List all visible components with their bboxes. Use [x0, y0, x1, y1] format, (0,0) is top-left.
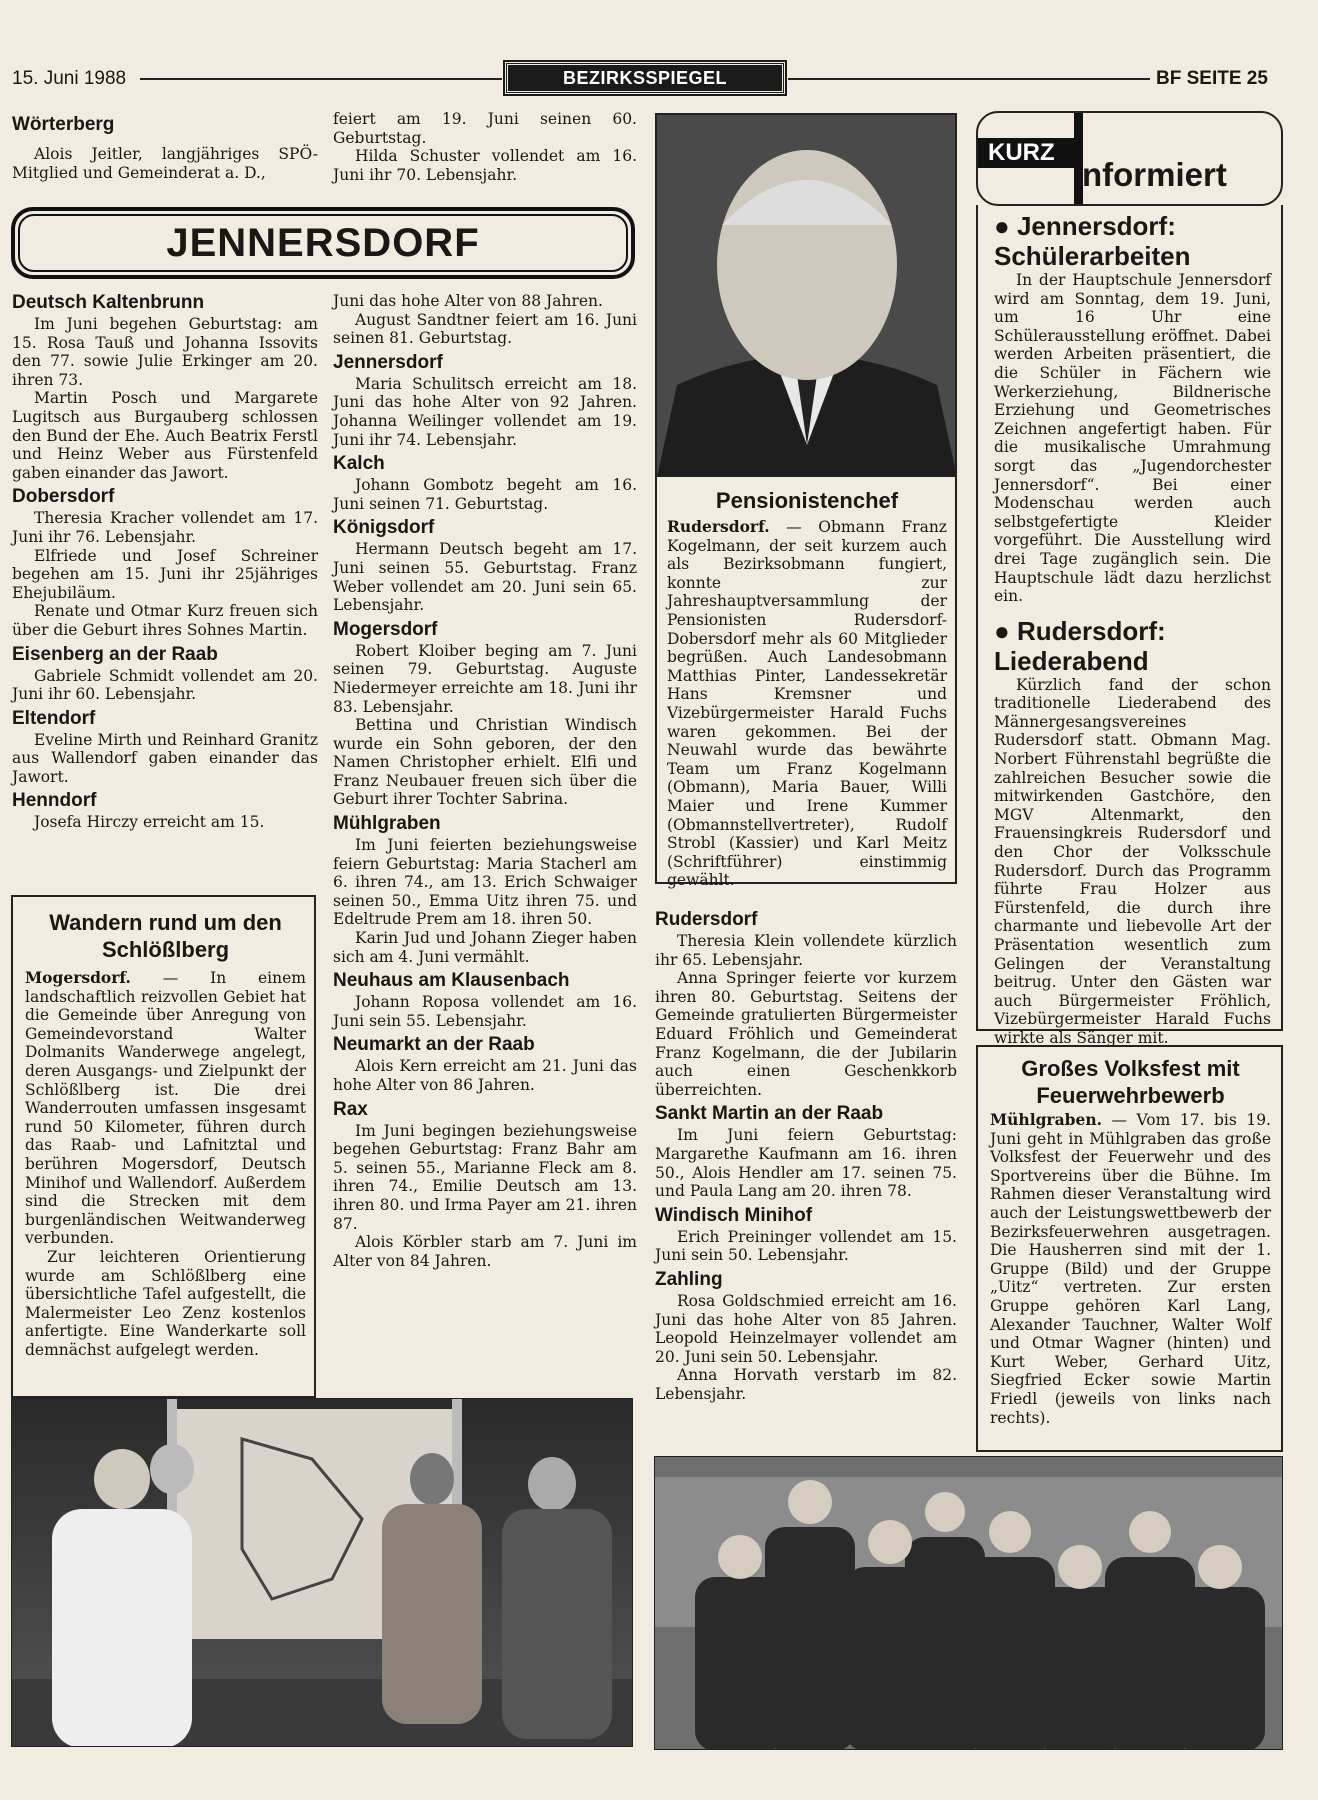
- article-text: Johann Gombotz begeht am 16. Juni seinen 71. Geburtstag.: [333, 476, 637, 513]
- article-heading: Neumarkt an der Raab: [333, 1034, 535, 1056]
- article-text: Alois Körbler starb am 7. Juni im Alter von 84 Jahren.: [333, 1233, 637, 1270]
- woerterberg-article: [12, 110, 318, 182]
- pensionistenchef-article: [655, 113, 957, 890]
- article-heading: Sankt Martin an der Raab: [655, 1103, 884, 1125]
- banner-title: JENNERSDORF: [18, 214, 628, 272]
- article-text: Alois Jeitler, langjähriges SPÖ-Mitglied und Gemeinderat a. D.,: [12, 145, 318, 182]
- article-heading: Kalch: [333, 453, 385, 475]
- article-heading: Mühlgraben: [333, 813, 441, 835]
- article-text: Theresia Kracher vollendet am 17. Juni ihr 76. Lebensjahr.: [12, 509, 318, 546]
- column-2: [333, 292, 637, 1270]
- article-text: Theresia Klein vollendete kürzlich ihr 65. Lebensjahr.: [655, 932, 957, 969]
- article-text: Rosa Goldschmied erreicht am 16. Juni das hohe Alter von 85 Jahren. Leopold Heinzelmayer vollendet am 20. Juni sein 50. Lebensjahr.: [655, 1291, 957, 1366]
- article-text: Bettina und Christian Windisch wurde ein Sohn geboren, der den Namen Christopher erhielt. Elfi und Franz Neubauer freuen sich über die Geburt ihrer Tochter Sabrina.: [333, 716, 637, 809]
- article-text: Zur leichteren Orientierung wurde am Schlößlberg eine übersichtliche Tafel aufgestellt, die Malermeister Leo Zenz kostenlos anfertigte. Eine Wanderkarte soll demnächst aufgelegt werden.: [25, 1247, 306, 1359]
- article-heading: Mogersdorf: [333, 618, 438, 640]
- article-heading: Jennersdorf: [333, 351, 443, 373]
- article-text: Karin Jud und Johann Zieger haben sich am 4. Juni vermählt.: [333, 929, 637, 966]
- issue-date: 15. Juni 1988: [12, 68, 127, 89]
- volksfest-article: [976, 1045, 1283, 1452]
- wandern-article: [11, 895, 316, 1398]
- article-text: Kürzlich fand der schon traditionelle Liederabend des Männergesangsvereines Rudersdorf statt. Obmann Mag. Norbert Führenstahl begrüßte die zahlreichen Besucher sowie die mitwirkenden Gastchöre, den MGV Altenmarkt, den Frauensingkreis Rudersdorf und den Chor der Volksschule Rudersdorf. Durch das Programm führte Frau Holzer aus Fürstenfeld, die durch ihre charmante und liebevolle Art der Präsentation wesentlich zum Gelingen der Veranstaltung beitrug. Unter den Gästen war auch Bürgermeister Fröhlich, Vizebürgermeister Harald Fuchs wirkte als Sänger mit.: [994, 675, 1271, 1047]
- article-text: Renate und Otmar Kurz freuen sich über die Geburt ihres Sohnes Martin.: [12, 602, 318, 639]
- kurz-item-heading: [994, 616, 1271, 676]
- article-heading: Deutsch Kaltenbrunn: [12, 292, 205, 313]
- bullet-icon: ●: [994, 615, 1017, 646]
- article-heading: Henndorf: [12, 790, 97, 812]
- article-text: Hermann Deutsch begeht am 17. Juni seinen 55. Geburtstag. Franz Weber vollendet am 20. Juni sein 65. Lebensjahr.: [333, 540, 637, 615]
- article-text: Anna Springer feierte vor kurzem ihren 80. Geburtstag. Seitens der Gemeinde gratulierten Bürgermeister Eduard Fröhlich und Gemeinderat Franz Kogelmann, die der Jubilarin auch einen Geschenkkorb überreichten.: [655, 969, 957, 1099]
- article-text: August Sandtner feiert am 16. Juni seinen 81. Geburtstag.: [333, 310, 637, 348]
- kurz-informiert-header: [976, 111, 1283, 206]
- article-title: Pensionistenchef: [715, 488, 899, 513]
- article-heading: Rudersdorf: [655, 909, 758, 930]
- portrait-photo: [657, 115, 955, 477]
- article-text: Im Juni feiern Geburtstag: Margarethe Kaufmann am 16. ihren 50., Alois Hendler am 17. seinen 75. und Paula Lang am 20. ihren 78.: [655, 1126, 957, 1201]
- column-2-sections: [333, 351, 637, 1271]
- article-text: In der Hauptschule Jennersdorf wird am Sonntag, dem 19. Juni, um 16 Uhr eine Schülerausstellung eröffnet. Dabei werden Arbeiten präsentiert, die die Schüler in Fächern wie Werkerziehung, Bildnerische Erziehung und Geometrisches Zeichnen angefertigt haben. Für die musikalische Umrahmung sorgt das „Jugendorchester Jennersdorf“. Bei einer Modenschau werden auch selbstgefertigte Kleider vorgeführt. Die Ausstellung wird drei Tage zugänglich sein. Die Hauptschule lädt dazu herzlichst ein.: [994, 271, 1271, 606]
- article-text: Eveline Mirth und Reinhard Granitz aus Wallendorf gaben einander das Jawort.: [12, 730, 318, 786]
- article-title: Großes Volksfest mit Feuerwehrbewerb: [1021, 1056, 1240, 1108]
- fire-brigade-photo: [654, 1456, 1283, 1750]
- article-text: Juni das hohe Alter von 88 Jahren.: [333, 292, 603, 310]
- article-text: Josefa Hirczy erreicht am 15.: [34, 813, 265, 832]
- column-1: [12, 288, 318, 832]
- article-heading: Neuhaus am Klausenbach: [333, 970, 570, 992]
- article-text: Erich Preininger vollendet am 15. Juni sein 50. Lebensjahr.: [655, 1227, 957, 1265]
- article-heading: Windisch Minihof: [655, 1204, 813, 1226]
- article-text: Gabriele Schmidt vollendet am 20. Juni ihr 60. Lebensjahr.: [12, 666, 318, 704]
- article-title: Wandern rund um den Schlößlberg: [49, 910, 282, 962]
- article-heading: Rax: [333, 1098, 368, 1120]
- header-rule-left: [140, 78, 502, 80]
- article-text: [667, 518, 947, 890]
- article-text: Alois Kern erreicht am 21. Juni das hohe Alter von 86 Jahren.: [333, 1057, 637, 1094]
- article-text: Im Juni begingen beziehungsweise begehen Geburtstag: Franz Bahr am 5. seinen 55., Marianne Fleck am 8. ihren 74., Emilie Deutsch am 13. ihren 80. und Irma Payer am 21. ihren 87.: [333, 1121, 637, 1233]
- article-text: Im Juni begehen Geburtstag: am 15. Rosa Tauß und Johanna Issovits den 77. sowie Julie Erkinger am 20. ihren 73.: [12, 315, 318, 389]
- article-body: — Vom 17. bis 19. Juni geht in Mühlgraben das große Volksfest der Feuerwehr und des Sportvereins über die Bühne. Im Rahmen dieser Veranstaltung wird auch der Leistungswettbewerb der Bezirksfeuerwehren ausgetragen. Die Hausherren sind mit der 1. Gruppe (Bild) und der Gruppe „Uitz“ vertreten. Zur ersten Gruppe gehören Karl Lang, Alexander Tauchner, Walter Wolf und Otmar Wagner (hinten) und Kurt Weber, Gerhard Uitz, Siegfried Ecker sowie Martin Friedl (jeweils von links nach rechts).: [990, 1111, 1271, 1427]
- article-text: Hilda Schuster vollendet am 16. Juni ihr 70. Lebensjahr.: [333, 147, 637, 184]
- article-text: Elfriede und Josef Schreiner begehen am 15. Juni ihr 25jähriges Ehejubiläum.: [12, 546, 318, 602]
- article-text: [25, 969, 306, 1248]
- article-text: Johann Roposa vollendet am 16. Juni sein 55. Lebensjahr.: [333, 993, 637, 1030]
- article-heading: Königsdorf: [333, 517, 435, 539]
- informiert-label: nformiert: [1082, 156, 1227, 193]
- kurz-item-heading: [994, 211, 1271, 271]
- article-heading: Eltendorf: [12, 707, 96, 729]
- article-text: Martin Posch und Margarete Lugitsch aus Burgauberg schlossen den Bund der Ehe. Auch Beatrix Ferstl und Heinz Weber aus Fürstenfeld gaben einander das Jawort.: [12, 389, 318, 482]
- header-rule-right: [788, 78, 1150, 80]
- article-text: Anna Horvath verstarb im 82. Lebensjahr.: [655, 1366, 957, 1403]
- jennersdorf-banner: [11, 207, 635, 279]
- page-number: BF SEITE 25: [1156, 68, 1268, 89]
- article-text: Maria Schulitsch erreicht am 18. Juni das hohe Alter von 92 Jahren. Johanna Weilinger vollendet am 19. Juni ihr 74. Lebensjahr.: [333, 374, 637, 449]
- article-text: Robert Kloiber beging am 7. Juni seinen 79. Geburtstag. Auguste Niedermeyer erreichte am 18. Juni ihr 83. Lebensjahr.: [333, 641, 637, 716]
- article-heading: Dobersdorf: [12, 486, 115, 508]
- bullet-icon: ●: [994, 211, 1017, 241]
- article-heading: Zahling: [655, 1268, 723, 1290]
- woerterberg-continued: [333, 110, 637, 184]
- article-dateline: Mühlgraben.: [990, 1110, 1102, 1129]
- column-3: [655, 905, 957, 1403]
- kurz-item-title: Jennersdorf: Schülerarbeiten: [994, 211, 1191, 271]
- article-body: — Obmann Franz Kogelmann, der seit kurzem auch als Bezirksobmann fungiert, konnte zur Jahreshauptversammlung der Pensionisten Rudersdorf-Dobersdorf mehr als 60 Mitglieder begrüßen. Auch Landesobmann Matthias Pinter, Landessekretär Hans Kremsner und Vizebürgermeister Harald Fuchs waren gekommen. Bei der Neuwahl wurde das bewährte Team um Franz Kogelmann (Obmann), Maria Bauer, Willi Maier und Irene Kummer (Obmannstellvertreter), Rudolf Strobl (Kassier) und Karl Meitz (Schriftführer) einstimmig gewählt.: [667, 518, 947, 890]
- article-dateline: Mogersdorf.: [25, 968, 131, 987]
- hiking-sign-photo: [11, 1398, 633, 1747]
- kurz-label: KURZ: [978, 138, 1078, 168]
- article-text: [990, 1111, 1271, 1427]
- article-text: Im Juni feierten beziehungsweise feiern Geburtstag: Maria Stacherl am 6. ihren 74., am 13. Erich Schwaiger seinen 50., Emma Uitz ihren 75. und Edeltrude Prem am 18. ihren 50.: [333, 836, 637, 929]
- kurz-item-title: Rudersdorf: Liederabend: [994, 615, 1166, 676]
- article-heading: Eisenberg an der Raab: [12, 643, 218, 665]
- kurz-informiert-body: [976, 205, 1283, 1047]
- article-body: — In einem landschaftlich reizvollen Gebiet hat die Gemeinde über Anregung von Gemeindevorstand Walter Dolmanits Wanderwege angelegt, deren Ausgangs- und Zielpunkt der Schlößlberg ist. Die drei Wanderrouten umfassen insgesamt rund 50 Kilometer, führen durch das Raab- und Lafnitztal und berühren Mogersdorf, Deutsch Minihof und Wallendorf. Außerdem sind die Strecken mit dem burgenländischen Weitwanderweg verbunden.: [25, 969, 306, 1248]
- section-title: BEZIRKSSPIEGEL: [505, 62, 785, 94]
- article-heading: Wörterberg: [12, 114, 115, 135]
- article-text: feiert am 19. Juni seinen 60. Geburtstag.: [333, 110, 637, 147]
- article-dateline: Rudersdorf.: [667, 517, 770, 536]
